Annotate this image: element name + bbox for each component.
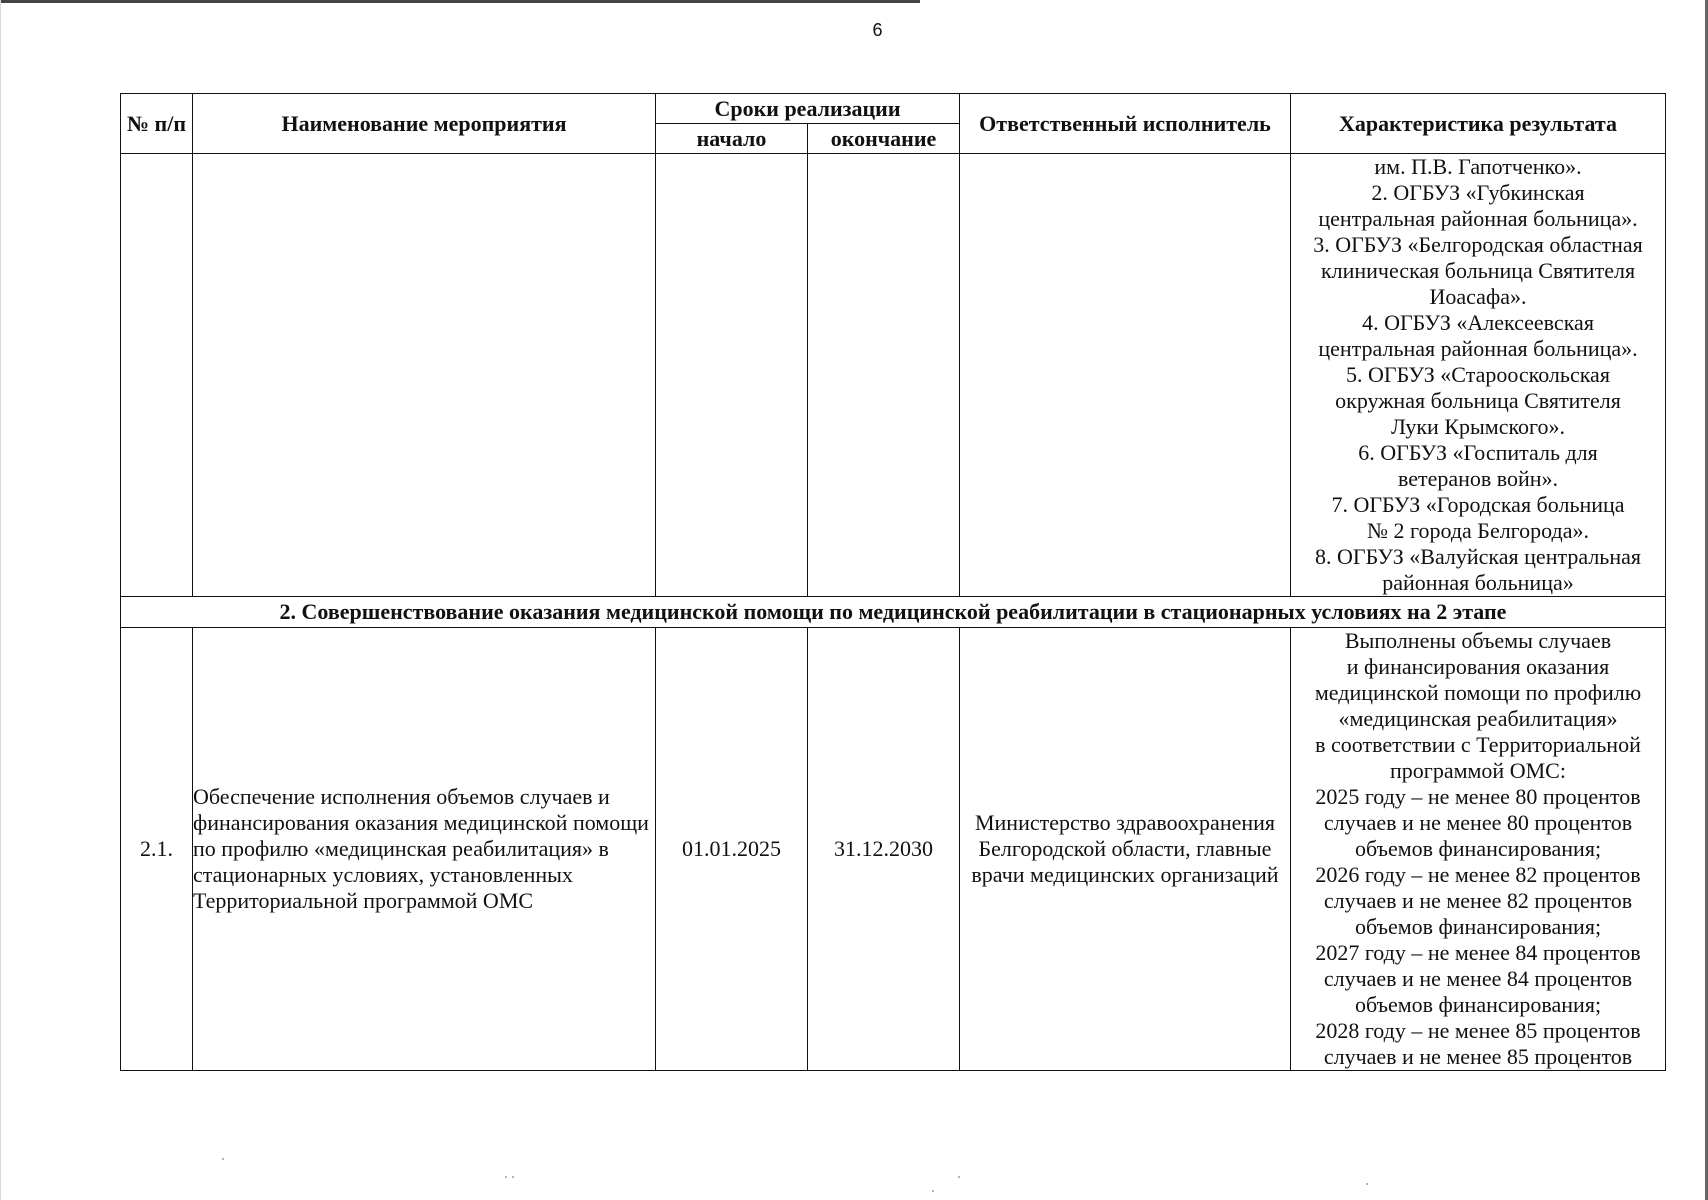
result-line: 6. ОГБУЗ «Госпиталь для	[1358, 440, 1598, 465]
section-header-row	[121, 597, 1666, 628]
result-line: случаев и не менее 80 процентов	[1323, 810, 1633, 835]
table-row-continuation	[121, 154, 1666, 597]
continuation-start-cell	[656, 154, 808, 597]
result-line: программой ОМС:	[1390, 758, 1566, 783]
result-line: 8. ОГБУЗ «Валуйская центральная	[1315, 544, 1641, 569]
result-line: объемов финансирования;	[1354, 836, 1602, 861]
continuation-end-cell	[808, 154, 960, 597]
result-line: случаев и не менее 82 процентов	[1323, 888, 1633, 913]
result-line: № 2 города Белгорода».	[1367, 518, 1589, 543]
result-line: ветеранов войн».	[1397, 466, 1559, 491]
result-line: 4. ОГБУЗ «Алексеевская	[1362, 310, 1594, 335]
result-line: и финансирования оказания	[1346, 654, 1610, 679]
scan-speck	[958, 1176, 960, 1178]
scan-speck	[932, 1190, 934, 1192]
result-line: 3. ОГБУЗ «Белгородская областная	[1313, 232, 1643, 257]
result-line: объемов финансирования;	[1354, 914, 1602, 939]
result-line: клиническая больница Святителя	[1320, 258, 1636, 283]
header-deadlines: Сроки реализации	[656, 94, 960, 124]
scan-edge-top	[0, 0, 920, 3]
result-line: Луки Крымского».	[1390, 414, 1566, 439]
row-start-date: 01.01.2025	[656, 628, 808, 1071]
header-responsible: Ответственный исполнитель	[960, 94, 1291, 154]
header-name: Наименование мероприятия	[193, 94, 656, 154]
continuation-num-cell	[121, 154, 193, 597]
result-line: случаев и не менее 84 процентов	[1323, 966, 1633, 991]
row-result	[1291, 628, 1666, 1071]
result-line: им. П.В. Гапотченко».	[1374, 154, 1582, 179]
scan-speck	[222, 1158, 224, 1160]
section-2-title: 2. Совершенствование оказания медицинской помощи по медицинской реабилитации в стационарных условиях на 2 этапе	[121, 597, 1666, 628]
header-result: Характеристика результата	[1291, 94, 1666, 154]
result-line: в соответствии с Территориальной	[1315, 732, 1641, 757]
activities-table	[120, 93, 1666, 1071]
continuation-name-cell	[193, 154, 656, 597]
header-num: № п/п	[121, 94, 193, 154]
result-line: Выполнены объемы случаев	[1344, 628, 1612, 653]
result-line: 2028 году – не менее 85 процентов	[1315, 1018, 1641, 1043]
scan-edge-left	[0, 0, 1, 1200]
result-line: 2026 году – не менее 82 процентов	[1315, 862, 1641, 887]
scan-speck	[512, 1176, 514, 1178]
header-start: начало	[656, 124, 808, 154]
result-line: центральная районная больница».	[1318, 336, 1638, 361]
result-line: 5. ОГБУЗ «Старооскольская	[1346, 362, 1610, 387]
result-line: окружная больница Святителя	[1335, 388, 1621, 413]
header-end: окончание	[808, 124, 960, 154]
result-line: случаев и не менее 85 процентов	[1323, 1044, 1633, 1069]
result-line: «медицинская реабилитация»	[1338, 706, 1618, 731]
page-number: 6	[872, 20, 883, 40]
result-line: медицинской помощи по профилю	[1314, 680, 1642, 705]
scan-speck	[505, 1176, 507, 1178]
table-row-2-1	[121, 628, 1666, 1071]
continuation-result-cell	[1291, 154, 1666, 597]
row-num: 2.1.	[121, 628, 193, 1071]
result-line: 2027 году – не менее 84 процентов	[1315, 940, 1641, 965]
result-line: 2. ОГБУЗ «Губкинская	[1371, 180, 1585, 205]
result-line: Иоасафа».	[1429, 284, 1527, 309]
row-responsible: Министерство здравоохранения Белгородской области, главные врачи медицинских организаций	[960, 628, 1291, 1071]
result-line: 2025 году – не менее 80 процентов	[1315, 784, 1641, 809]
continuation-responsible-cell	[960, 154, 1291, 597]
header-row	[121, 94, 1666, 124]
result-line: 7. ОГБУЗ «Городская больница	[1331, 492, 1625, 517]
scan-speck	[1366, 1183, 1368, 1185]
result-line: районная больница»	[1382, 570, 1574, 595]
result-line: объемов финансирования;	[1354, 992, 1602, 1017]
row-end-date: 31.12.2030	[808, 628, 960, 1071]
row-activity-name: Обеспечение исполнения объемов случаев и финансирования оказания медицинской помощи по профилю «медицинская реабилитация» в стационарных условиях, установленных Территориальной программой ОМС	[193, 628, 656, 1071]
result-line: центральная районная больница».	[1318, 206, 1638, 231]
